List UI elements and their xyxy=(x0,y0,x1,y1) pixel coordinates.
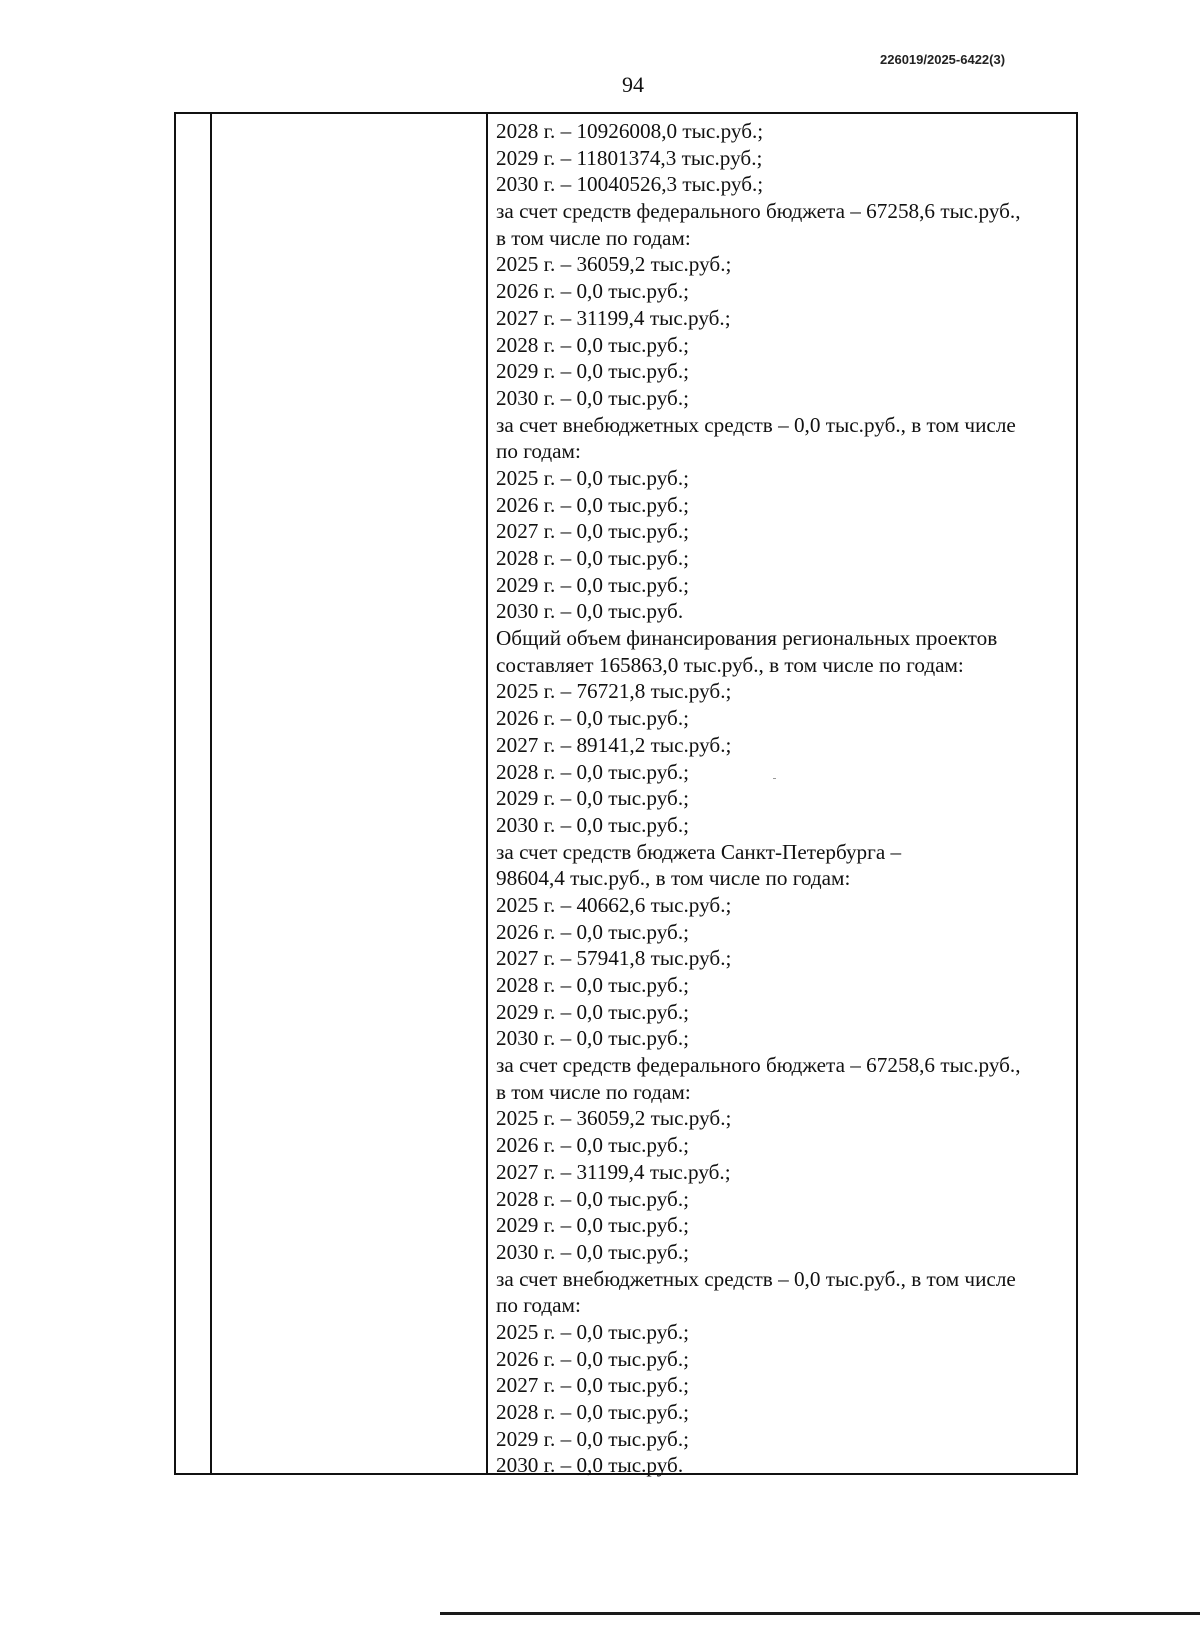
funding-line: 2026 г. – 0,0 тыс.руб.; xyxy=(496,492,690,517)
funding-line: 2029 г. – 0,0 тыс.руб.; xyxy=(496,1213,690,1238)
funding-line: Общий объем финансирования региональных проектов xyxy=(496,626,998,651)
table-column-divider-first xyxy=(210,114,212,1473)
funding-line: 2028 г. – 0,0 тыс.руб.; xyxy=(496,973,690,997)
funding-line: 98604,4 тыс.руб., в том числе по годам: xyxy=(496,866,851,891)
funding-line: 2025 г. – 40662,6 тыс.руб.; xyxy=(496,892,732,917)
funding-line: 2025 г. – 36059,2 тыс.руб.; xyxy=(496,252,732,277)
funding-line: составляет 165863,0 тыс.руб., в том числе по годам: xyxy=(496,652,964,677)
funding-line: 2030 г. – 0,0 тыс.руб. xyxy=(496,1453,684,1478)
funding-line: 2026 г. – 0,0 тыс.руб.; xyxy=(496,279,690,304)
funding-line: 2027 г. – 0,0 тыс.руб.; xyxy=(496,519,690,544)
funding-line: 2026 г. – 0,0 тыс.руб.; xyxy=(496,1346,690,1371)
funding-line: 2025 г. – 0,0 тыс.руб.; xyxy=(496,465,690,490)
funding-line: 2027 г. – 0,0 тыс.руб.; xyxy=(496,1373,690,1398)
funding-line: по годам: xyxy=(496,439,581,464)
funding-line: за счет средств бюджета Санкт-Петербурга – xyxy=(496,839,902,864)
funding-line: 2030 г. – 0,0 тыс.руб. xyxy=(496,599,684,624)
scan-speck xyxy=(773,778,776,779)
funding-text-cell xyxy=(496,118,1070,1479)
page-number: 94 xyxy=(622,72,644,97)
funding-line: 2025 г. – 76721,8 тыс.руб.; xyxy=(496,679,732,704)
funding-line: за счет внебюджетных средств – 0,0 тыс.руб., в том числе xyxy=(496,412,1016,437)
funding-line: в том числе по годам: xyxy=(496,225,691,250)
funding-line: 2028 г. – 0,0 тыс.руб.; xyxy=(496,759,690,784)
funding-line: 2026 г. – 0,0 тыс.руб.; xyxy=(496,1133,690,1158)
funding-line: 2026 г. – 0,0 тыс.руб.; xyxy=(496,706,690,731)
funding-line: за счет средств федерального бюджета – 67258,6 тыс.руб., xyxy=(496,199,1021,224)
funding-line: по годам: xyxy=(496,1293,581,1318)
funding-line: 2029 г. – 11801374,3 тыс.руб.; xyxy=(496,145,763,170)
funding-line: 2027 г. – 31199,4 тыс.руб.; xyxy=(496,305,731,330)
funding-line: 2027 г. – 31199,4 тыс.руб.; xyxy=(496,1159,731,1184)
document-id: 226019/2025-6422(3) xyxy=(880,52,1006,67)
funding-line: 2029 г. – 0,0 тыс.руб.; xyxy=(496,999,690,1024)
funding-line: за счет внебюджетных средств – 0,0 тыс.руб., в том числе xyxy=(496,1266,1016,1291)
funding-line: за счет средств федерального бюджета – 67258,6 тыс.руб., xyxy=(496,1053,1021,1078)
funding-line: 2030 г. – 10040526,3 тыс.руб.; xyxy=(496,172,764,197)
funding-line: 2026 г. – 0,0 тыс.руб.; xyxy=(496,919,690,944)
funding-line: 2030 г. – 0,0 тыс.руб.; xyxy=(496,385,690,410)
table-column-divider-second xyxy=(486,114,488,1473)
funding-line: 2029 г. – 0,0 тыс.руб.; xyxy=(496,786,690,811)
funding-line: 2027 г. – 89141,2 тыс.руб.; xyxy=(496,732,732,757)
funding-line: 2030 г. – 0,0 тыс.руб.; xyxy=(496,1239,690,1264)
funding-line: 2027 г. – 57941,8 тыс.руб.; xyxy=(496,946,732,971)
funding-line: 2029 г. – 0,0 тыс.руб.; xyxy=(496,359,690,384)
funding-line: 2030 г. – 0,0 тыс.руб.; xyxy=(496,1026,690,1051)
funding-line: 2028 г. – 0,0 тыс.руб.; xyxy=(496,332,690,357)
funding-line: 2025 г. – 0,0 тыс.руб.; xyxy=(496,1319,690,1344)
funding-line: в том числе по годам: xyxy=(496,1079,691,1104)
funding-line: 2030 г. – 0,0 тыс.руб.; xyxy=(496,812,690,837)
funding-line: 2028 г. – 0,0 тыс.руб.; xyxy=(496,1400,690,1424)
funding-line: 2028 г. – 10926008,0 тыс.руб.; xyxy=(496,119,764,143)
funding-line: 2029 г. – 0,0 тыс.руб.; xyxy=(496,572,690,597)
funding-table xyxy=(174,112,1078,1478)
funding-line: 2029 г. – 0,0 тыс.руб.; xyxy=(496,1426,690,1451)
funding-line: 2028 г. – 0,0 тыс.руб.; xyxy=(496,546,690,570)
scan-edge-mark xyxy=(440,1612,1200,1615)
funding-line: 2025 г. – 36059,2 тыс.руб.; xyxy=(496,1106,732,1131)
funding-line: 2028 г. – 0,0 тыс.руб.; xyxy=(496,1186,690,1211)
